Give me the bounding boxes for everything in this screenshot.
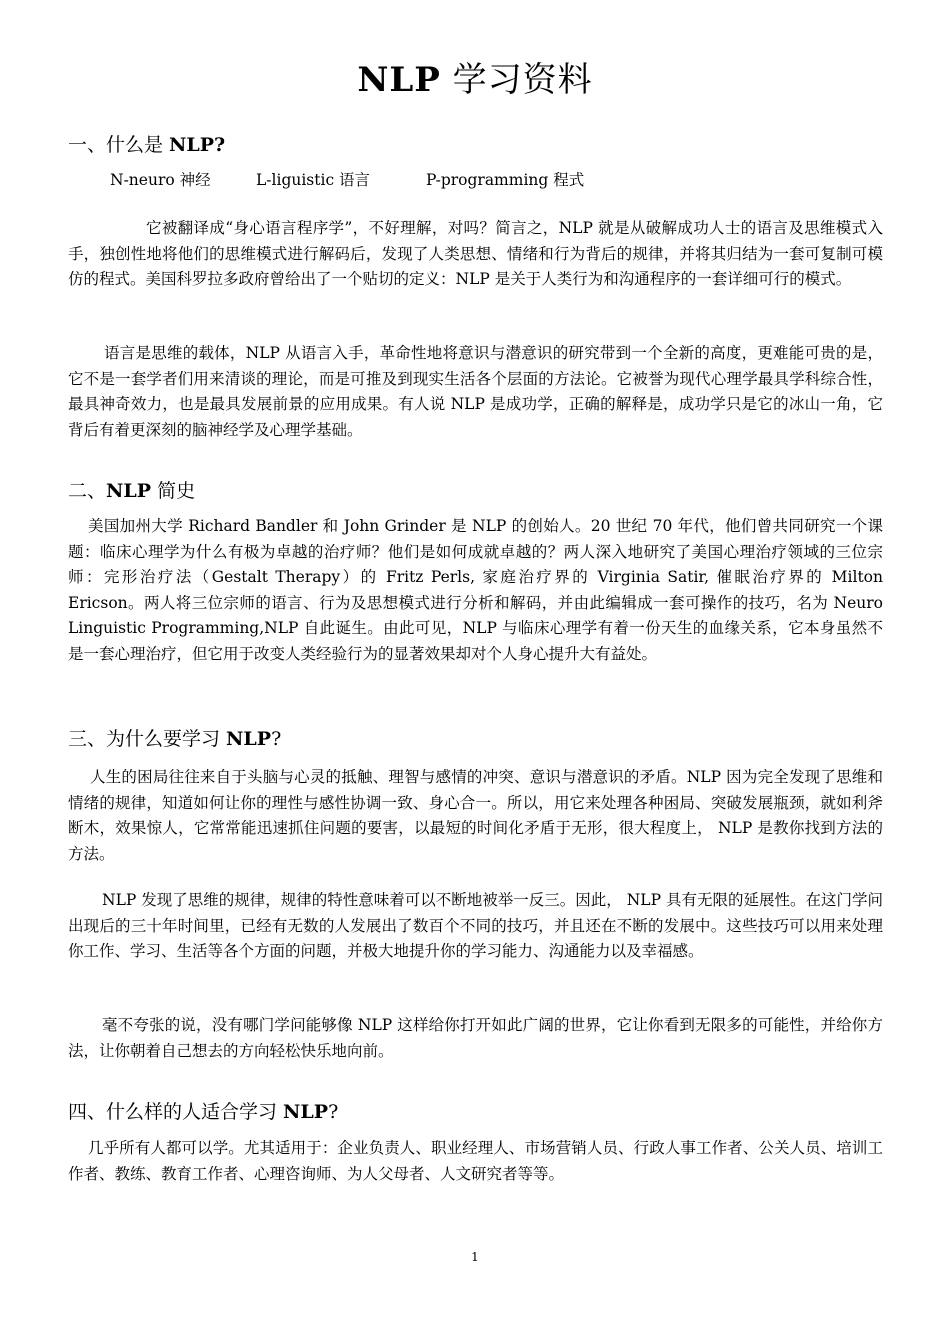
- title-acronym: NLP: [357, 60, 441, 100]
- paragraph: 毫不夸张的说，没有哪门学问能够像 NLP 这样给你打开如此广阔的世界，它让你看到无限多的可能性，并给你方法，让你朝着自己想去的方向轻松快乐地向前。: [68, 1016, 883, 1060]
- paragraph: 美国加州大学 Richard Bandler 和 John Grinder 是 NLP 的创始人。20 世纪 70 年代，他们曾共同研究一个课题：临床心理学为什么有极为卓越的治疗师？他们是如何成就卓越的？两人深入地研究了美国心理治疗领域的三位宗师：完形治疗法（Gestalt Therapy）的 Fritz Perls, 家庭治疗界的 Virginia Satir, 催眠治疗界的 Milton Ericson。两人将三位宗师的语言、行为及思想模式进行分析和解码，并由此编辑成一套可操作的技巧，名为 Neuro Linguistic Programming,NLP 自此诞生。由此可见，NLP 与临床心理学有着一份天生的血缘关系，它本身虽然不是一套心理治疗，但它用于改变人类经验行为的显著效果却对个人身心提升大有益处。: [68, 517, 883, 663]
- term-linguistic: L-liguistic 语言: [256, 171, 371, 189]
- section-heading-why-learn: 三、为什么要学习 NLP?: [68, 728, 282, 750]
- term-definitions: [110, 168, 584, 190]
- paragraph: 人生的困局往往来自于头脑与心灵的抵触、理智与感情的冲突、意识与潜意识的矛盾。NLP 因为完全发现了思维和情绪的规律，知道如何让你的理性与感性协调一致、身心合一。所以，用它来处理各种困局、突破发展瓶颈，就如利斧断木，效果惊人，它常常能迅速抓住问题的要害，以最短的时间化矛盾于无形，很大程度上， NLP 是教你找到方法的方法。: [68, 768, 883, 863]
- document-title: [0, 52, 950, 101]
- paragraph: 语言是思维的载体，NLP 从语言入手，革命性地将意识与潜意识的研究带到一个全新的高度，更难能可贵的是，它不是一套学者们用来清谈的理论，而是可推及到现实生活各个层面的方法论。它被誉为现代心理学最具学科综合性，最具神奇效力，也是最具发展前景的应用成果。有人说 NLP 是成功学，正确的解释是，成功学只是它的冰山一角，它背后有着更深刻的脑神经学及心理学基础。: [68, 344, 883, 439]
- term-programming: P-programming 程式: [426, 171, 585, 189]
- paragraph: 它被翻译成“身心语言程序学”，不好理解，对吗？简言之，NLP 就是从破解成功人士的语言及思维模式入手，独创性地将他们的思维模式进行解码后，发现了人类思想、情绪和行为背后的规律，并将其归结为一套可复制可模仿的程式。美国科罗拉多政府曾给出了一个贴切的定义：NLP 是关于人类行为和沟通程序的一套详细可行的模式。: [68, 219, 883, 288]
- section-heading-history: 二、NLP 简史: [68, 480, 196, 502]
- section-heading-who-should-learn: 四、什么样的人适合学习 NLP?: [68, 1101, 339, 1123]
- section-heading-what-is-nlp: 一、什么是 NLP?: [68, 134, 226, 156]
- paragraph: 几乎所有人都可以学。尤其适用于：企业负责人、职业经理人、市场营销人员、行政人事工作者、公关人员、培训工作者、教练、教育工作者、心理咨询师、为人父母者、人文研究者等等。: [68, 1139, 883, 1183]
- paragraph: NLP 发现了思维的规律，规律的特性意味着可以不断地被举一反三。因此， NLP 具有无限的延展性。在这门学问出现后的三十年时间里，已经有无数的人发展出了数百个不同的技巧，并且还在不断的发展中。这些技巧可以用来处理你工作、学习、生活等各个方面的问题，并极大地提升你的学习能力、沟通能力以及幸福感。: [68, 891, 883, 960]
- term-neuro: N-neuro 神经: [110, 171, 211, 189]
- title-text: 学习资料: [440, 60, 593, 100]
- page-number: 1: [471, 1250, 479, 1264]
